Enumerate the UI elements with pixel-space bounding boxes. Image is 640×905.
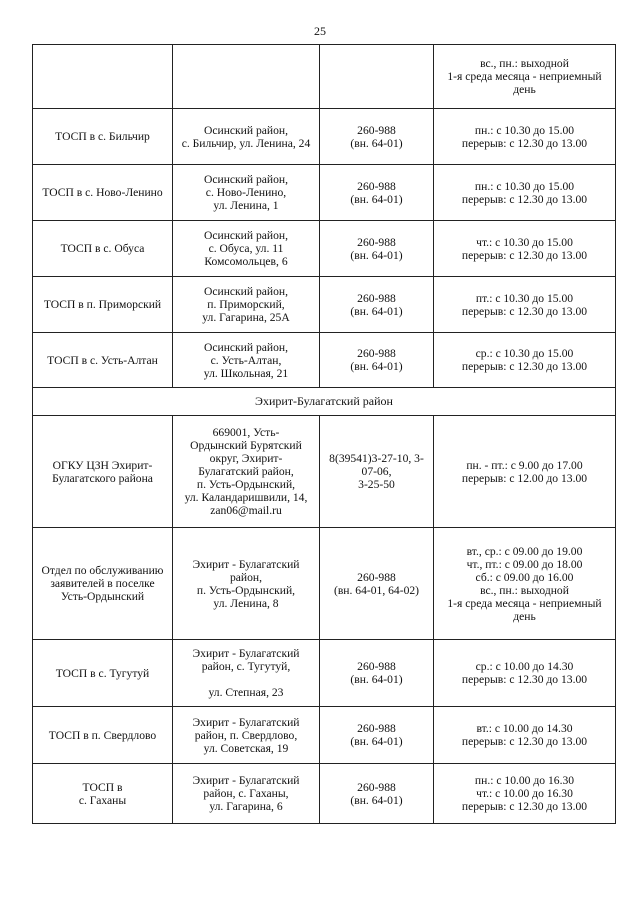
office-phone-cell: [320, 109, 434, 165]
table-row: [33, 416, 616, 528]
cell-line: перерыв: с 12.30 до 13.00: [461, 673, 588, 686]
office-address-cell: [173, 165, 320, 221]
table-row: [33, 333, 616, 388]
cell-line: п. Приморский,: [207, 298, 285, 311]
cell-line: Осинский район,: [203, 340, 289, 354]
cell-line: 07-06,: [361, 465, 392, 478]
office-phone-cell: [320, 707, 434, 764]
cell-line: перерыв: с 12.30 до 13.00: [461, 136, 588, 150]
office-schedule-cell: [434, 333, 616, 388]
cell-line: (вн. 64-01): [350, 673, 403, 686]
cell-line: Осинский район,: [203, 123, 289, 137]
cell-line: 260-988: [357, 291, 396, 305]
cell-line: (вн. 64-01, 64-02): [333, 583, 420, 597]
cell-line: заявителей в поселке: [50, 577, 155, 590]
cell-line: Отдел по обслуживанию: [41, 564, 164, 577]
cell-line: пн.: с 10.30 до 15.00: [474, 179, 575, 193]
cell-line: район, п. Свердлово,: [194, 728, 298, 742]
cell-line: ул. Гагарина, 6: [209, 800, 283, 813]
cell-line: пн.: с 10.30 до 15.00: [474, 123, 575, 137]
cell-line: Усть-Ордынский: [60, 590, 145, 603]
office-name-cell: [33, 277, 173, 333]
cell-line: (вн. 64-01): [350, 248, 403, 262]
cell-line: с. Ново-Ленино,: [205, 186, 287, 199]
office-name-cell: [33, 764, 173, 824]
cell-line: район, с. Гаханы,: [203, 787, 289, 800]
cell-line: Осинский район,: [203, 229, 289, 242]
cell-line: 1-я среда месяца - неприемный: [447, 70, 602, 83]
cell-line: (вн. 64-01): [350, 360, 403, 373]
office-phone-cell: [320, 165, 434, 221]
cell-line: Эхирит - Булагатский: [192, 557, 300, 571]
cell-line: 669001, Усть-: [212, 426, 280, 439]
office-schedule-cell: [434, 707, 616, 764]
cell-line: Ордынский Бурятский: [190, 439, 302, 452]
cell-line: Комсомольцев, 6: [204, 255, 288, 268]
cell-line: перерыв: с 12.30 до 13.00: [461, 360, 588, 373]
cell-line: 260-988: [357, 179, 396, 193]
cell-line: с. Гаханы: [78, 793, 127, 807]
table-row: [33, 221, 616, 277]
office-address-cell: [173, 333, 320, 388]
cell-line: (вн. 64-01): [350, 735, 403, 748]
cell-line: [176, 673, 316, 686]
office-schedule-cell: [434, 221, 616, 277]
section-title: Эхирит-Булагатский район: [33, 388, 616, 416]
offices-table: [32, 44, 616, 824]
cell-line: с. Обуса, ул. 11: [208, 242, 284, 255]
cell-line: ср.: с 10.30 до 15.00: [475, 347, 574, 360]
office-name-cell: [33, 333, 173, 388]
office-address-cell: [173, 221, 320, 277]
cell-line: Булагатский район,: [198, 465, 294, 478]
office-name-cell: [33, 165, 173, 221]
cell-line: день: [513, 83, 536, 96]
cell-line: 260-988: [357, 347, 396, 360]
cell-line: ТОСП в с. Ново-Ленино: [42, 186, 163, 199]
cell-line: ОГКУ ЦЗН Эхирит-: [52, 458, 153, 472]
cell-line: п. Усть-Ордынский,: [196, 478, 296, 491]
cell-line: (вн. 64-01): [350, 136, 403, 150]
cell-line: (вн. 64-01): [350, 304, 403, 318]
cell-line: (вн. 64-01): [350, 192, 403, 206]
cell-line: перерыв: с 12.30 до 13.00: [461, 192, 588, 206]
cell-line: ул. Каландаришвили, 14,: [184, 491, 308, 504]
office-name-cell: [33, 109, 173, 165]
office-phone-cell: [320, 221, 434, 277]
cell-line: ТОСП в: [82, 780, 123, 794]
cell-line: 260-988: [357, 123, 396, 137]
cell-line: 1-я среда месяца - неприемный: [447, 596, 602, 610]
cell-line: ТОСП в с. Усть-Алтан: [47, 353, 158, 367]
table-row: [33, 45, 616, 109]
cell-line: ул. Гагарина, 25А: [202, 311, 290, 324]
cell-line: перерыв: с 12.30 до 13.00: [461, 304, 588, 318]
offices-table-body: [33, 45, 616, 824]
cell-line: ТОСП в с. Обуса: [60, 242, 145, 255]
cell-line: Эхирит - Булагатский: [192, 647, 300, 660]
cell-line: ТОСП в п. Приморский: [43, 298, 162, 311]
cell-line: 260-988: [357, 235, 396, 249]
table-row: [33, 277, 616, 333]
cell-line: район,: [229, 570, 263, 584]
cell-line: вс., пн.: выходной: [480, 583, 569, 597]
office-phone-cell: [320, 45, 434, 109]
cell-line: день: [513, 609, 536, 623]
cell-line: перерыв: с 12.00 до 13.00: [461, 471, 588, 485]
cell-line: Булагатского района: [52, 471, 153, 485]
page-number: 25: [314, 24, 326, 38]
office-phone-cell: [320, 416, 434, 528]
cell-line: чт.: с 10.30 до 15.00: [476, 235, 573, 249]
cell-line: округ, Эхирит-: [209, 452, 283, 465]
cell-line: вт., ср.: с 09.00 до 19.00: [466, 544, 583, 558]
office-phone-cell: [320, 333, 434, 388]
cell-line: ср.: с 10.00 до 14.30: [475, 660, 574, 673]
cell-line: район, с. Тугутуй,: [201, 660, 291, 673]
cell-line: пн.: с 10.00 до 16.30: [474, 774, 575, 787]
cell-line: 260-988: [357, 660, 396, 673]
cell-line: перерыв: с 12.30 до 13.00: [461, 800, 588, 813]
cell-line: ул. Ленина, 1: [213, 199, 279, 212]
cell-line: сб.: с 09.00 до 16.00: [475, 570, 574, 584]
cell-line: Эхирит - Булагатский: [192, 715, 300, 729]
office-name-cell: [33, 221, 173, 277]
section-row: [33, 388, 616, 416]
cell-line: Эхирит - Булагатский: [192, 774, 300, 787]
cell-line: zan06@mail.ru: [210, 504, 282, 517]
office-schedule-cell: [434, 640, 616, 707]
cell-line: [36, 70, 169, 83]
cell-line: чт., пт.: с 09.00 до 18.00: [466, 557, 583, 571]
cell-line: ул. Степная, 23: [208, 686, 284, 699]
cell-line: 3-25-50: [358, 478, 395, 491]
office-address-cell: [173, 764, 320, 824]
cell-line: Осинский район,: [203, 285, 289, 298]
office-name-cell: [33, 45, 173, 109]
cell-line: ул. Школьная, 21: [203, 366, 289, 380]
table-row: [33, 109, 616, 165]
cell-line: пт.: с 10.30 до 15.00: [475, 291, 574, 305]
table-row: [33, 640, 616, 707]
cell-line: 260-988: [357, 780, 396, 794]
cell-line: ул. Ленина, 8: [213, 596, 279, 610]
cell-line: 8(39541)3-27-10, 3-: [329, 452, 424, 465]
cell-line: ТОСП в с. Тугутуй: [55, 666, 150, 680]
cell-line: [176, 70, 316, 83]
cell-line: 260-988: [357, 570, 396, 584]
cell-line: вс., пн.: выходной: [480, 57, 569, 70]
office-name-cell: [33, 416, 173, 528]
cell-line: с. Бильчир, ул. Ленина, 24: [181, 136, 311, 150]
cell-line: (вн. 64-01): [350, 793, 403, 807]
office-phone-cell: [320, 277, 434, 333]
office-address-cell: [173, 707, 320, 764]
office-schedule-cell: [434, 764, 616, 824]
cell-line: ТОСП в п. Свердлово: [48, 728, 157, 742]
cell-line: п. Усть-Ордынский,: [196, 583, 296, 597]
office-phone-cell: [320, 764, 434, 824]
cell-line: перерыв: с 12.30 до 13.00: [461, 735, 588, 748]
office-name-cell: [33, 528, 173, 640]
office-address-cell: [173, 528, 320, 640]
cell-line: чт.: с 10.00 до 16.30: [476, 787, 573, 800]
cell-line: Осинский район,: [203, 173, 289, 186]
office-address-cell: [173, 45, 320, 109]
office-schedule-cell: [434, 277, 616, 333]
office-schedule-cell: [434, 109, 616, 165]
office-address-cell: [173, 277, 320, 333]
office-name-cell: [33, 707, 173, 764]
cell-line: перерыв: с 12.30 до 13.00: [461, 248, 588, 262]
office-phone-cell: [320, 640, 434, 707]
table-row: [33, 764, 616, 824]
office-phone-cell: [320, 528, 434, 640]
cell-line: ТОСП в с. Бильчир: [55, 130, 150, 143]
table-row: [33, 528, 616, 640]
cell-line: ул. Советская, 19: [203, 741, 289, 755]
office-address-cell: [173, 640, 320, 707]
table-row: [33, 707, 616, 764]
office-schedule-cell: [434, 528, 616, 640]
office-schedule-cell: [434, 165, 616, 221]
cell-line: 260-988: [357, 722, 396, 735]
cell-line: вт.: с 10.00 до 14.30: [476, 722, 573, 735]
office-schedule-cell: [434, 416, 616, 528]
office-address-cell: [173, 109, 320, 165]
office-address-cell: [173, 416, 320, 528]
cell-line: с. Усть-Алтан,: [210, 353, 282, 367]
office-schedule-cell: [434, 45, 616, 109]
table-row: [33, 165, 616, 221]
cell-line: [323, 70, 430, 83]
cell-line: пн. - пт.: с 9.00 до 17.00: [466, 458, 583, 472]
office-name-cell: [33, 640, 173, 707]
